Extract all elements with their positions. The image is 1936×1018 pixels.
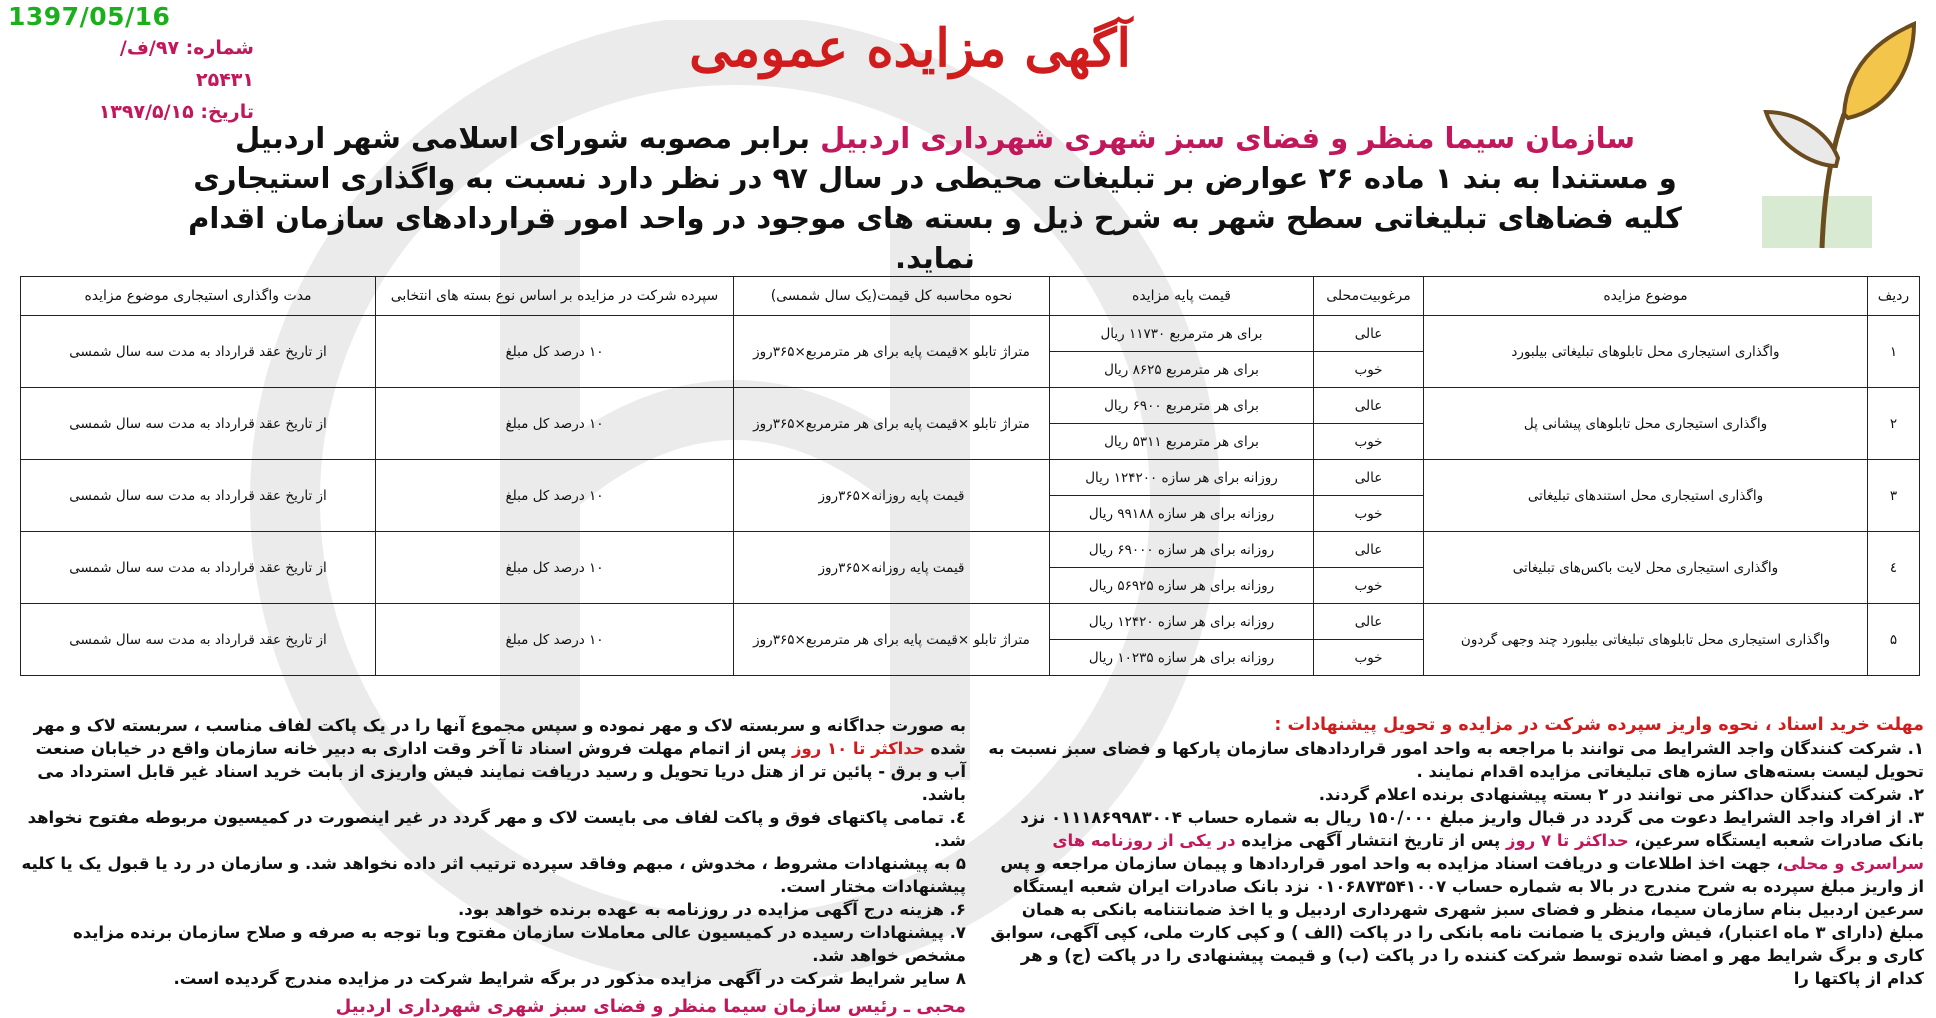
- note-7: ۷. پیشنهادات رسیده در کمیسیون عالی معاملات سازمان مفتوح وبا توجه به صرفه و صلاح سازمان برنده مزایده مشخص خواهد شد.: [72, 923, 966, 965]
- note-2: ۲. شرکت کنندگان حداکثر می توانند در ۲ بسته پیشنهادی برنده اعلام گردند.: [1318, 785, 1924, 804]
- letter-number: شماره: ۹۷/ف/۲۵۴۳۱: [119, 37, 254, 91]
- note-3: [982, 806, 1924, 990]
- row-price: روزانه برای هر سازه ۱۰۲۳۵ ریال: [1050, 640, 1314, 676]
- letter-meta: [64, 32, 254, 128]
- row-price: روزانه برای هر سازه ۹۹۱۸۸ ریال: [1050, 496, 1314, 532]
- col-header-subject: موضوع مزایده: [1424, 277, 1868, 316]
- row-grade: عالی: [1314, 604, 1424, 640]
- org-name: سازمان سیما منظر و فضای سبز شهری شهرداری اردبیل: [820, 121, 1635, 155]
- row-grade: عالی: [1314, 460, 1424, 496]
- intro-text: [170, 118, 1700, 278]
- row-grade: عالی: [1314, 388, 1424, 424]
- row-price: روزانه برای هر سازه ۵۶۹۲۵ ریال: [1050, 568, 1314, 604]
- row-calc: قیمت پایه روزانه×۳۶۵روز: [734, 532, 1050, 604]
- row-grade: خوب: [1314, 496, 1424, 532]
- row-price: برای هر مترمربع ۱۱۷۳۰ ریال: [1050, 316, 1314, 352]
- signature: محبی ـ رئیس سازمان سیما منظر و فضای سبز شهری شهرداری اردبیل: [335, 996, 966, 1017]
- row-price: روزانه برای هر سازه ۱۲۴۲۰ ریال: [1050, 604, 1314, 640]
- table-row: [21, 460, 1920, 496]
- row-number: ٤: [1868, 532, 1920, 604]
- row-price: روزانه برای هر سازه ۱۲۴۲۰۰ ریال: [1050, 460, 1314, 496]
- row-grade: عالی: [1314, 532, 1424, 568]
- row-calc: متراژ تابلو ×قیمت پایه برای هر مترمربع×۳۶۵روز: [734, 388, 1050, 460]
- table-header-row: [21, 277, 1920, 316]
- note-3-part-c: پس از تاریخ انتشار آگهی مزایده: [1235, 831, 1506, 850]
- row-duration: از تاریخ عقد قرارداد به مدت سه سال شمسی: [21, 316, 376, 388]
- row-deposit: ۱۰ درصد کل مبلغ: [376, 460, 734, 532]
- table-row: [21, 388, 1920, 424]
- row-duration: از تاریخ عقد قرارداد به مدت سه سال شمسی: [21, 532, 376, 604]
- row-calc: متراژ تابلو ×قیمت پایه برای هر مترمربع×۳۶۵روز: [734, 604, 1050, 676]
- row-duration: از تاریخ عقد قرارداد به مدت سه سال شمسی: [21, 388, 376, 460]
- row-grade: خوب: [1314, 568, 1424, 604]
- col-header-location: مرغوبیت‌محلی: [1314, 277, 1424, 316]
- note-3-part-a: ۳. از افراد واجد الشرایط دعوت می گردد در قبال واریز مبلغ ۱۵۰/۰۰۰ ریال به شماره حساب ۰۱۱۱۸۶۹۹۸۳۰۰۴ نزد بانک صادرات شعبه ایستگاه سرعین،: [1020, 808, 1924, 850]
- note-3-part-e: ، جهت اخذ اطلاعات و دریافت اسناد مزایده به واحد امور قراردادها و پیمان سازمان مراجعه و پس از واریز مبلغ سپرده به شرح مندرج در بالا به شماره حساب ۰۱۰۶۸۷۳۵۴۱۰۰۷ نزد بانک صادرات ایران شعبه ایستگاه سرعین اردبیل بنام سازمان سیما، منظر و فضای سبز شهری شهرداری اردبیل و یا اخذ ضمانتنامه بانکی به همان مبلغ (دارای ۳ ماه اعتبار)، فیش واریزی یا ضمانت نامه بانکی را در پاکت (الف ) و کپی کارت ملی، کپی آگهی، سوابق کاری و برگ شرایط مهر و امضا شده توسط شرکت کننده را در پاکت (ب) و قیمت پیشنهادی را در پاکت (ج) و هر کدام از پاکتها را: [990, 854, 1924, 988]
- letter-date: تاریخ: ۱۳۹۷/۵/۱۵: [98, 101, 254, 123]
- row-price: برای هر مترمربع ۸۶۲۵ ریال: [1050, 352, 1314, 388]
- col-header-row: ردیف: [1868, 277, 1920, 316]
- note-5: ۵ به پیشنهادات مشروط ، مخدوش ، مبهم وفاقد سپرده ترتیب اثر داده نخواهد شد. و سازمان در رد یا قبول یک یا کلیه پیشنهادات مختار است.: [21, 854, 966, 896]
- page-title: آگهی مزایده عمومی: [689, 18, 1131, 79]
- intro-line2: و مستندا به بند ۱ ماده ۲۶ عوارض بر تبلیغات محیطی در سال ۹۷ در نظر دارد نسبت به واگذاری استیجاری: [193, 161, 1677, 195]
- row-price: برای هر مترمربع ۵۳۱۱ ریال: [1050, 424, 1314, 460]
- date-stamp: 1397/05/16: [8, 2, 171, 31]
- row-grade: خوب: [1314, 352, 1424, 388]
- row-deposit: ۱۰ درصد کل مبلغ: [376, 316, 734, 388]
- auction-table: [20, 276, 1920, 676]
- note-3-cont-a: به صورت جداگانه و سربسته لاک و مهر نموده و سپس مجموع آنها را در یک پاکت لفاف مناسب ، سربسته لاک و مهر شده: [33, 716, 966, 758]
- col-header-duration: مدت واگذاری استیجاری موضوع مزایده: [21, 277, 376, 316]
- notes-right-column: [982, 714, 1924, 990]
- row-deposit: ۱۰ درصد کل مبلغ: [376, 604, 734, 676]
- row-number: ۳: [1868, 460, 1920, 532]
- note-6: ۶. هزینه درج آگهی مزایده در روزنامه به عهده برنده خواهد بود.: [457, 900, 966, 919]
- note-3-continued: [18, 714, 966, 806]
- note-4: ٤. تمامی پاکتهای فوق و پاکت لفاف می بایست لاک و مهر گردد در غیر اینصورت در کمیسیون مربوطه مفتوح نخواهد شد.: [27, 808, 966, 850]
- row-subject: واگذاری استیجاری محل استندهای تبلیغاتی: [1424, 460, 1868, 532]
- row-grade: خوب: [1314, 424, 1424, 460]
- intro-line3: کلیه فضاهای تبلیغاتی سطح شهر به شرح ذیل و بسته های موجود در واحد امور قراردادهای سازمان اقدام نماید.: [188, 201, 1682, 275]
- sprout-logo-icon: [1752, 16, 1924, 254]
- notes-heading: مهلت خرید اسناد ، نحوه واریز سپرده شرکت در مزایده و تحویل پیشنهادات :: [1274, 715, 1924, 735]
- row-calc: قیمت پایه روزانه×۳۶۵روز: [734, 460, 1050, 532]
- col-header-base-price: قیمت پایه مزایده: [1050, 277, 1314, 316]
- auction-table-wrap: [20, 276, 1919, 676]
- row-price: برای هر مترمربع ۶۹۰۰ ریال: [1050, 388, 1314, 424]
- note-3-deadline: حداکثر تا ۷ روز: [1506, 831, 1629, 850]
- row-price: روزانه برای هر سازه ۶۹۰۰۰ ریال: [1050, 532, 1314, 568]
- note-3-cont-deadline: حداکثر تا ۱۰ روز: [792, 739, 925, 758]
- row-number: ۱: [1868, 316, 1920, 388]
- row-number: ۵: [1868, 604, 1920, 676]
- row-grade: خوب: [1314, 640, 1424, 676]
- row-grade: عالی: [1314, 316, 1424, 352]
- row-duration: از تاریخ عقد قرارداد به مدت سه سال شمسی: [21, 604, 376, 676]
- row-subject: واگذاری استیجاری محل لایت باکس‌های تبلیغاتی: [1424, 532, 1868, 604]
- row-subject: واگذاری استیجاری محل تابلوهای تبلیغاتی بیلبورد: [1424, 316, 1868, 388]
- notes-left-column: [18, 714, 966, 1018]
- row-deposit: ۱۰ درصد کل مبلغ: [376, 532, 734, 604]
- note-1: ۱. شرکت کنندگان واجد الشرایط می توانند با مراجعه به واحد امور قراردادهای سازمان پارکها و فضای سبز نسبت به تحویل لیست بسته‌های سازه های تبلیغاتی مزایده اقدام نمایند .: [988, 739, 1924, 781]
- row-calc: متراژ تابلو ×قیمت پایه برای هر مترمربع×۳۶۵روز: [734, 316, 1050, 388]
- intro-line1-rest: برابر مصوبه شورای اسلامی شهر اردبیل: [235, 121, 821, 155]
- row-number: ۲: [1868, 388, 1920, 460]
- table-row: [21, 316, 1920, 352]
- table-row: [21, 532, 1920, 568]
- note-3-cont-c: پس از اتمام مهلت فروش اسناد تا آخر وقت اداری به دبیر خانه سازمان واقع در خیابان صنعت آب و برق - پائین تر از هتل دریا تحویل و رسید دریافت نمایند فیش واریزی از بابت خرید اسناد غیر قابل استرداد می باشد.: [35, 739, 966, 804]
- row-subject: واگذاری استیجاری محل تابلوهای تبلیغاتی بیلبورد چند وجهی گردون: [1424, 604, 1868, 676]
- note-3-newspapers: در یکی از روزنامه های سراسری و محلی: [1052, 831, 1924, 873]
- col-header-deposit: سپرده شرکت در مزایده بر اساس نوع بسته های انتخابی: [376, 277, 734, 316]
- table-row: [21, 604, 1920, 640]
- row-subject: واگذاری استیجاری محل تابلوهای پیشانی پل: [1424, 388, 1868, 460]
- note-8: ۸ سایر شرایط شرکت در آگهی مزایده مذکور در برگه شرایط شرکت در مزایده مندرج گردیده است.: [173, 969, 966, 988]
- row-duration: از تاریخ عقد قرارداد به مدت سه سال شمسی: [21, 460, 376, 532]
- col-header-calc: نحوه محاسبه کل قیمت(یک سال شمسی): [734, 277, 1050, 316]
- row-deposit: ۱۰ درصد کل مبلغ: [376, 388, 734, 460]
